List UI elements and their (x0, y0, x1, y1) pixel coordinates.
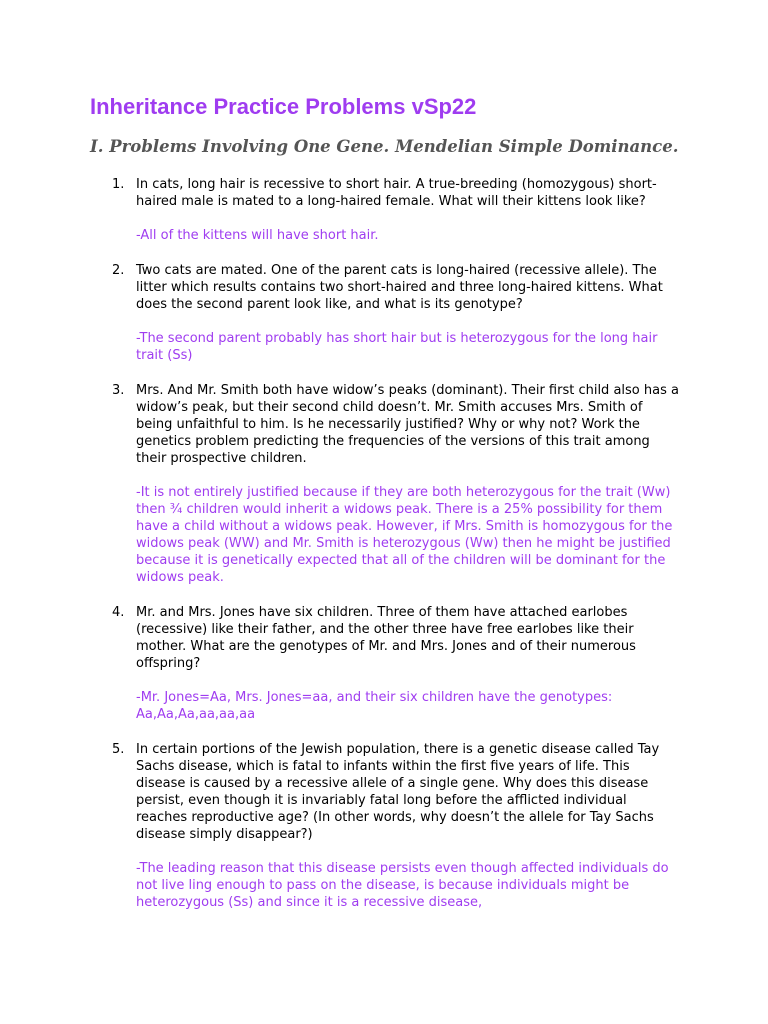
problem-number: 2. (112, 263, 125, 278)
problem-number: 5. (112, 742, 125, 757)
problem-item (90, 741, 680, 911)
problem-item (90, 176, 680, 244)
problem-item (90, 262, 680, 364)
problem-number: 3. (112, 383, 125, 398)
document-title: Inheritance Practice Problems vSp22 (90, 94, 477, 119)
problem-question: Two cats are mated. One of the parent cats is long-haired (recessive allele). The litter which results contains two short-haired and three long-haired kittens. What does the second parent look like, and what is its genotype? (136, 263, 663, 312)
problem-question: Mr. and Mrs. Jones have six children. Three of them have attached earlobes (recessive) like their father, and the other three have free earlobes like their mother. What are the genotypes of Mr. and Mrs. Jones and of their numerous offspring? (136, 605, 636, 671)
problem-number: 4. (112, 605, 125, 620)
problem-list (90, 176, 680, 911)
problem-number: 1. (112, 177, 125, 192)
problem-question: In cats, long hair is recessive to short hair. A true-breeding (homozygous) short-haired male is mated to a long-haired female. What will their kittens look like? (136, 177, 657, 209)
problem-answer: -The leading reason that this disease persists even though affected individuals do not live ling enough to pass on the disease, is because individuals might be heterozygous (Ss) and since it is a recessive disease, (136, 861, 669, 910)
problem-answer: -All of the kittens will have short hair. (136, 228, 379, 243)
section-heading: I. Problems Involving One Gene. Mendelian Simple Dominance. (90, 137, 679, 156)
problem-answer: -It is not entirely justified because if they are both heterozygous for the trait (Ww) then ¾ children would inherit a widows peak. There is a 25% possibility for them have a child without a widows peak. However, if Mrs. Smith is homozygous for the widows peak (WW) and Mr. Smith is heterozygous (Ww) then he might be justified because it is genetically expected that all of the children will be dominant for the widows peak. (136, 485, 673, 585)
problem-answer: -Mr. Jones=Aa, Mrs. Jones=aa, and their six children have the genotypes: Aa,Aa,Aa,aa,aa,aa (136, 690, 613, 722)
problem-answer: -The second parent probably has short hair but is heterozygous for the long hair trait (Ss) (136, 331, 658, 363)
problem-item (90, 604, 680, 723)
problem-question: Mrs. And Mr. Smith both have widow’s peaks (dominant). Their first child also has a widow’s peak, but their second child doesn’t. Mr. Smith accuses Mrs. Smith of being unfaithful to him. Is he necessarily justified? Why or why not? Work the genetics problem predicting the frequencies of the versions of this trait among their prospective children. (136, 383, 679, 466)
problem-item (90, 382, 680, 586)
problem-question: In certain portions of the Jewish population, there is a genetic disease called Tay Sachs disease, which is fatal to infants within the first five years of life. This disease is caused by a recessive allele of a single gene. Why does this disease persist, even though it is invariably fatal long before the afflicted individual reaches reproductive age? (In other words, why doesn’t the allele for Tay Sachs disease simply disappear?) (136, 742, 660, 842)
